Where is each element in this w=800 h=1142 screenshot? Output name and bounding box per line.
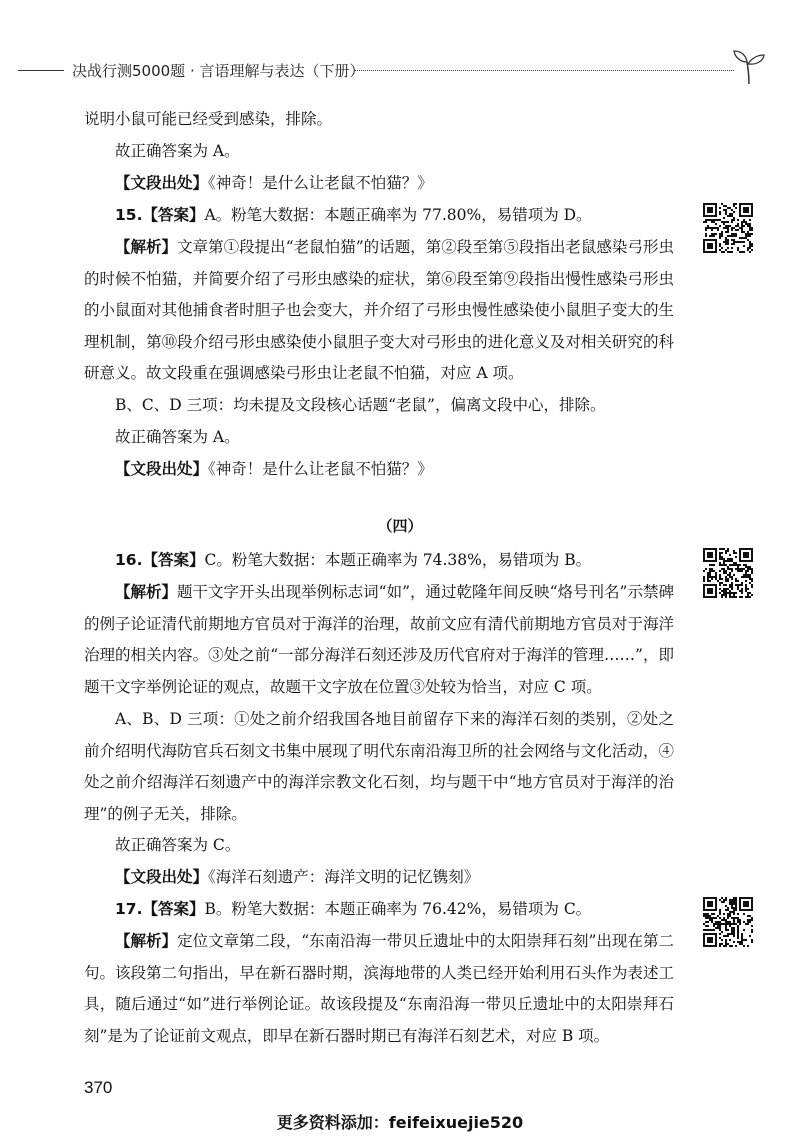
header-title: 决战行测5000题 · 言语理解与表达（下册） [72, 62, 365, 80]
paragraph: A、B、D 三项：①处之前介绍我国各地目前留存下来的海洋石刻的类别，②处之前介绍明代海防官兵石刻文书集中展现了明代东南沿海卫所的社会网络与文化活动，④处之前介绍海洋石刻遗产中的海洋宗教文化石刻，均与题干中“地方官员对于海洋的治理”的例子无关，排除。 [84, 710, 674, 823]
paragraph: 故正确答案为 A。 [115, 428, 240, 446]
section-heading: （四） [377, 517, 423, 535]
source-line: 【文段出处】《神奇！是什么让老鼠不怕猫？》 [115, 460, 433, 478]
analysis-15: 【解析】文章第①段提出“老鼠怕猫”的话题，第②段至第⑤段指出老鼠感染弓形虫的时候不怕猫，并简要介绍了弓形虫感染的症状，第⑥段至第⑨段指出慢性感染弓形虫的小鼠面对其他捕食者时胆子也会变大，并介绍了弓形虫慢性感染使小鼠胆子变大的生理机制，第⑩段介绍弓形虫感染使小鼠胆子变大对弓形虫的进化意义及对相关研究的科研意义。故文段重在强调感染弓形虫让老鼠不怕猫，对应 A 项。 [84, 238, 674, 382]
source-line: 【文段出处】《神奇！是什么让老鼠不怕猫？》 [115, 174, 433, 192]
paragraph: B、C、D 三项：均未提及文段核心话题“老鼠”，偏离文段中心，排除。 [115, 396, 606, 414]
paragraph: 说明小鼠可能已经受到感染，排除。 [84, 110, 333, 128]
footer-note: 更多资料添加：feifeixuejie520 [276, 1113, 524, 1132]
header-dotted-rule [354, 70, 734, 71]
qr-code-icon[interactable] [703, 897, 753, 947]
sprout-icon [732, 46, 766, 86]
qr-code-icon[interactable] [703, 548, 753, 598]
analysis-17: 【解析】定位文章第二段，“东南沿海一带贝丘遗址中的太阳崇拜石刻”出现在第二句。该段第二句指出，早在新石器时期，滨海地带的人类已经开始利用石头作为表述工具，随后通过“如”进行举例论证。故该段提及“东南沿海一带贝丘遗址中的太阳崇拜石刻”是为了论证前文观点，即早在新石器时期已有海洋石刻艺术，对应 B 项。 [84, 932, 674, 1045]
answer-line-16: 16.【答案】C。粉笔大数据：本题正确率为 74.38%，易错项为 B。 [115, 551, 592, 569]
qr-code-icon[interactable] [703, 203, 753, 253]
paragraph: 故正确答案为 C。 [115, 836, 241, 854]
answer-line-17: 17.【答案】B。粉笔大数据：本题正确率为 76.42%，易错项为 C。 [115, 900, 592, 918]
paragraph: 故正确答案为 A。 [115, 142, 240, 160]
header-left-rule [18, 70, 64, 71]
source-line: 【文段出处】《海洋石刻遗产：海洋文明的记忆镌刻》 [115, 868, 480, 886]
page-number: 370 [84, 1078, 113, 1097]
answer-line-15: 15.【答案】A。粉笔大数据：本题正确率为 77.80%，易错项为 D。 [115, 206, 592, 224]
analysis-16: 【解析】题干文字开头出现举例标志词“如”，通过乾隆年间反映“烙号刊名”示禁碑的例子论证清代前期地方官员对于海洋的治理，故前文应有清代前期地方官员对于海洋治理的相关内容。③处之前“一部分海洋石刻还涉及历代官府对于海洋的管理……”，即题干文字举例论证的观点，故题干文字放在位置③处较为恰当，对应 C 项。 [84, 583, 674, 696]
running-header [0, 56, 800, 86]
